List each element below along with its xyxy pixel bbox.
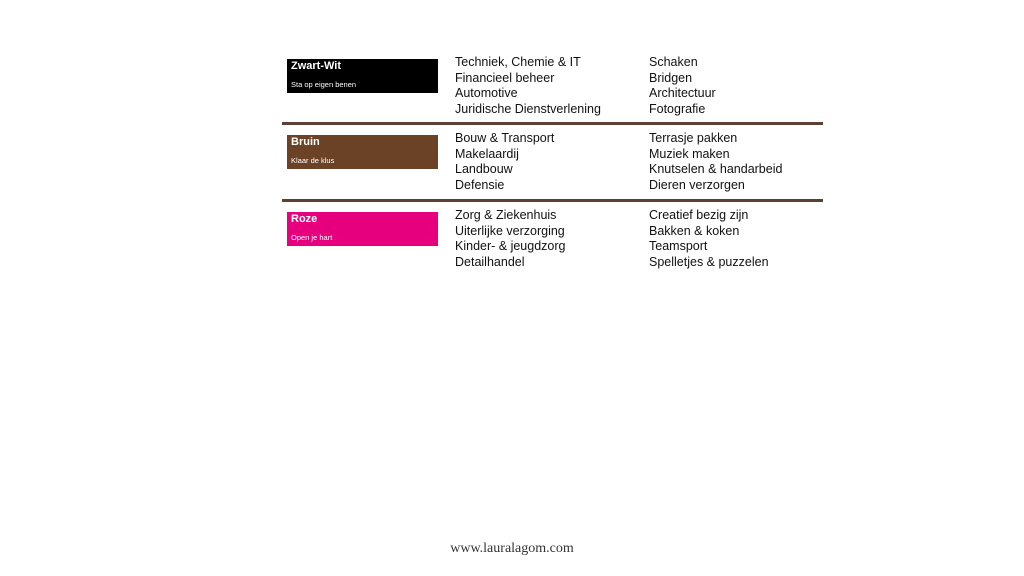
list-item: Schaken [649,55,698,69]
list-item: Architectuur [649,86,716,101]
list-item: Fotografie [649,102,706,117]
hobbies-list [649,55,716,118]
hobbies-list [649,131,782,194]
list-item: Teamsport [649,239,708,254]
color-label-title: Zwart-Wit [291,60,342,72]
color-label-subtitle: Sta op eigen benen [291,80,357,89]
list-item: Muziek maken [649,146,730,161]
list-item: Financieel beheer [455,70,555,85]
list-item: Techniek, Chemie & IT [455,55,581,69]
list-item: Zorg & Ziekenhuis [455,208,557,222]
list-item: Dieren verzorgen [649,178,745,193]
list-item: Makelaardij [455,146,519,161]
color-label-subtitle: Klaar de klus [291,156,335,165]
color-label-title: Bruin [291,136,320,148]
list-item: Bakken & koken [649,223,740,238]
hobbies-list [649,208,769,271]
color-label-bruin [287,135,438,169]
color-label-title: Roze [291,213,318,225]
list-item: Bouw & Transport [455,131,555,145]
section-divider [282,199,823,202]
footer-website: www.lauralagom.com [450,541,574,556]
color-label-roze [287,212,438,246]
list-item: Terrasje pakken [649,131,738,145]
list-item: Knutselen & handarbeid [649,162,783,177]
list-item: Uiterlijke verzorging [455,223,565,238]
list-item: Kinder- & jeugdzorg [455,239,566,254]
list-item: Creatief bezig zijn [649,208,749,222]
professions-list [455,55,601,118]
professions-list [455,131,554,194]
list-item: Bridgen [649,70,693,85]
professions-list [455,208,565,271]
color-label-zwart-wit [287,59,438,93]
list-item: Landbouw [455,162,513,177]
list-item: Detailhandel [455,255,525,270]
list-item: Defensie [455,178,505,193]
section-divider [282,122,823,125]
list-item: Spelletjes & puzzelen [649,255,769,270]
list-item: Automotive [455,86,518,101]
color-label-subtitle: Open je hart [291,233,333,242]
list-item: Juridische Dienstverlening [455,102,601,117]
